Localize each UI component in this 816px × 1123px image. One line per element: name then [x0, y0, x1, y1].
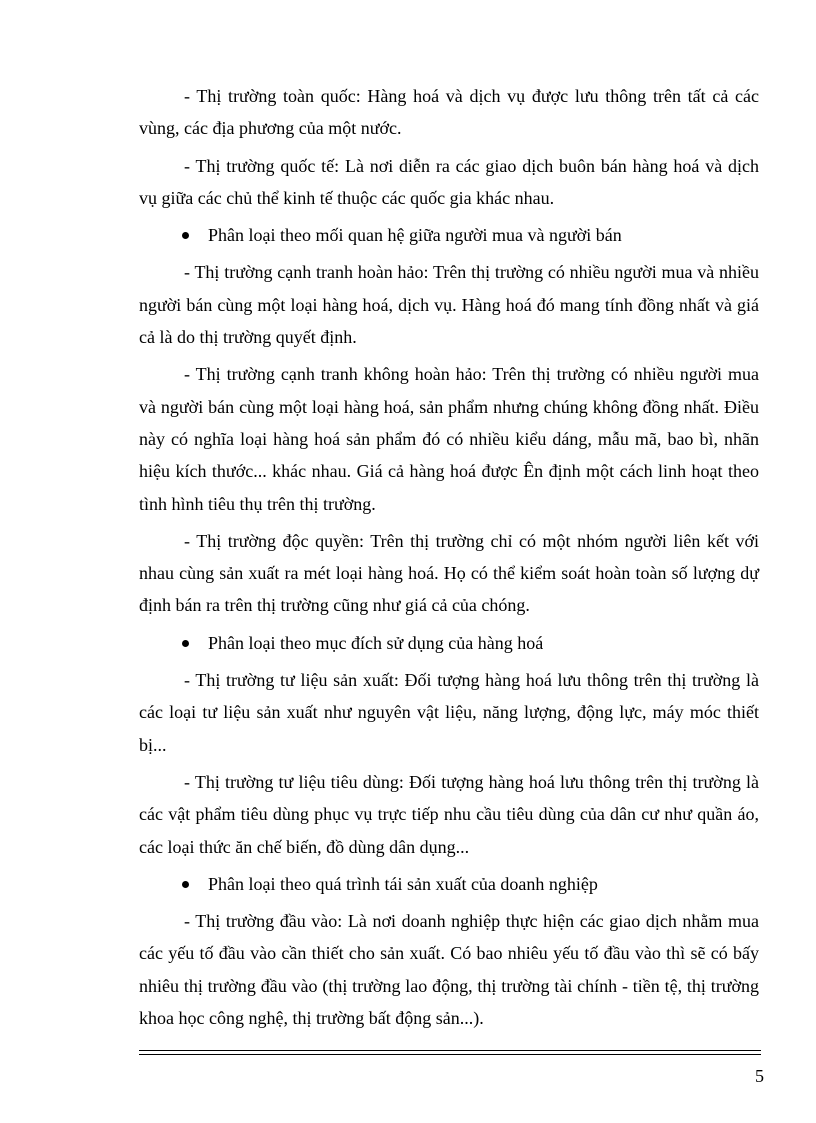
bullet-text: Phân loại theo mối quan hệ giữa người mua và người bán — [208, 225, 622, 246]
bullet-reproduction-process-classification — [139, 868, 759, 900]
bullet-text: Phân loại theo quá trình tái sản xuất của doanh nghiệp — [208, 873, 598, 894]
bullet-icon — [182, 232, 189, 239]
paragraph-perfect-competition: - Thị trường cạnh tranh hoàn hảo: Trên thị trường có nhiều người mua và nhiều người bán cùng một loại hàng hoá, dịch vụ. Hàng hoá đó mang tính đồng nhất và giá cả là do thị trường quyết định. — [139, 262, 759, 348]
page-number: 5 — [755, 1066, 764, 1086]
bullet-buyer-seller-classification — [139, 219, 759, 251]
paragraph-national-market: - Thị trường toàn quốc: Hàng hoá và dịch vụ được lưu thông trên tất cả các vùng, các địa phương của một nước. — [139, 86, 759, 139]
footer-divider — [139, 1050, 761, 1051]
bullet-usage-purpose-classification — [139, 627, 759, 659]
footer-divider-secondary — [139, 1054, 761, 1055]
bullet-text: Phân loại theo mục đích sử dụng của hàng hoá — [208, 632, 544, 653]
bullet-icon — [182, 881, 189, 888]
paragraph-input-market: - Thị trường đầu vào: Là nơi doanh nghiệp thực hiện các giao dịch nhằm mua các yếu tố đầu vào cần thiết cho sản xuất. Có bao nhiêu yếu tố đầu vào thì sẽ có bấy nhiêu thị trường đầu vào (thị trường lao động, thị trường tài chính - tiền tệ, thị trường khoa học công nghệ, thị trường bất động sản...). — [139, 911, 759, 1029]
paragraph-monopoly: - Thị trường độc quyền: Trên thị trường chỉ có một nhóm người liên kết với nhau cùng sản xuất ra mét loại hàng hoá. Họ có thể kiểm soát hoàn toàn số lượng dự định bán ra trên thị trường cũng như giá cả của chóng. — [139, 530, 759, 616]
paragraph-production-materials: - Thị trường tư liệu sản xuất: Đối tượng hàng hoá lưu thông trên thị trường là các loại tư liệu sản xuất như nguyên vật liệu, năng lượng, động lực, máy móc thiết bị... — [139, 670, 759, 755]
paragraph-consumer-goods: - Thị trường tư liệu tiêu dùng: Đối tượng hàng hoá lưu thông trên thị trường là các vật phẩm tiêu dùng phục vụ trực tiếp nhu cầu tiêu dùng của dân cư như quần áo, các loại thức ăn chế biến, đồ dùng dân dụng... — [139, 771, 759, 857]
paragraph-international-market: - Thị trường quốc tế: Là nơi diễn ra các giao dịch buôn bán hàng hoá và dịch vụ giữa các chủ thể kinh tế thuộc các quốc gia khác nhau. — [139, 155, 759, 208]
bullet-icon — [182, 640, 189, 647]
paragraph-imperfect-competition: - Thị trường cạnh tranh không hoàn hảo: Trên thị trường có nhiều người mua và người bán cùng một loại hàng hoá, sản phẩm nhưng chúng không đồng nhất. Điều này có nghĩa loại hàng hoá sản phẩm đó có nhiều kiểu dáng, mẫu mã, bao bì, nhãn hiệu kích thước... khác nhau. Giá cả hàng hoá được Ên định một cách linh hoạt theo tình hình tiêu thụ trên thị trường. — [139, 364, 759, 514]
document-body — [139, 80, 759, 1039]
